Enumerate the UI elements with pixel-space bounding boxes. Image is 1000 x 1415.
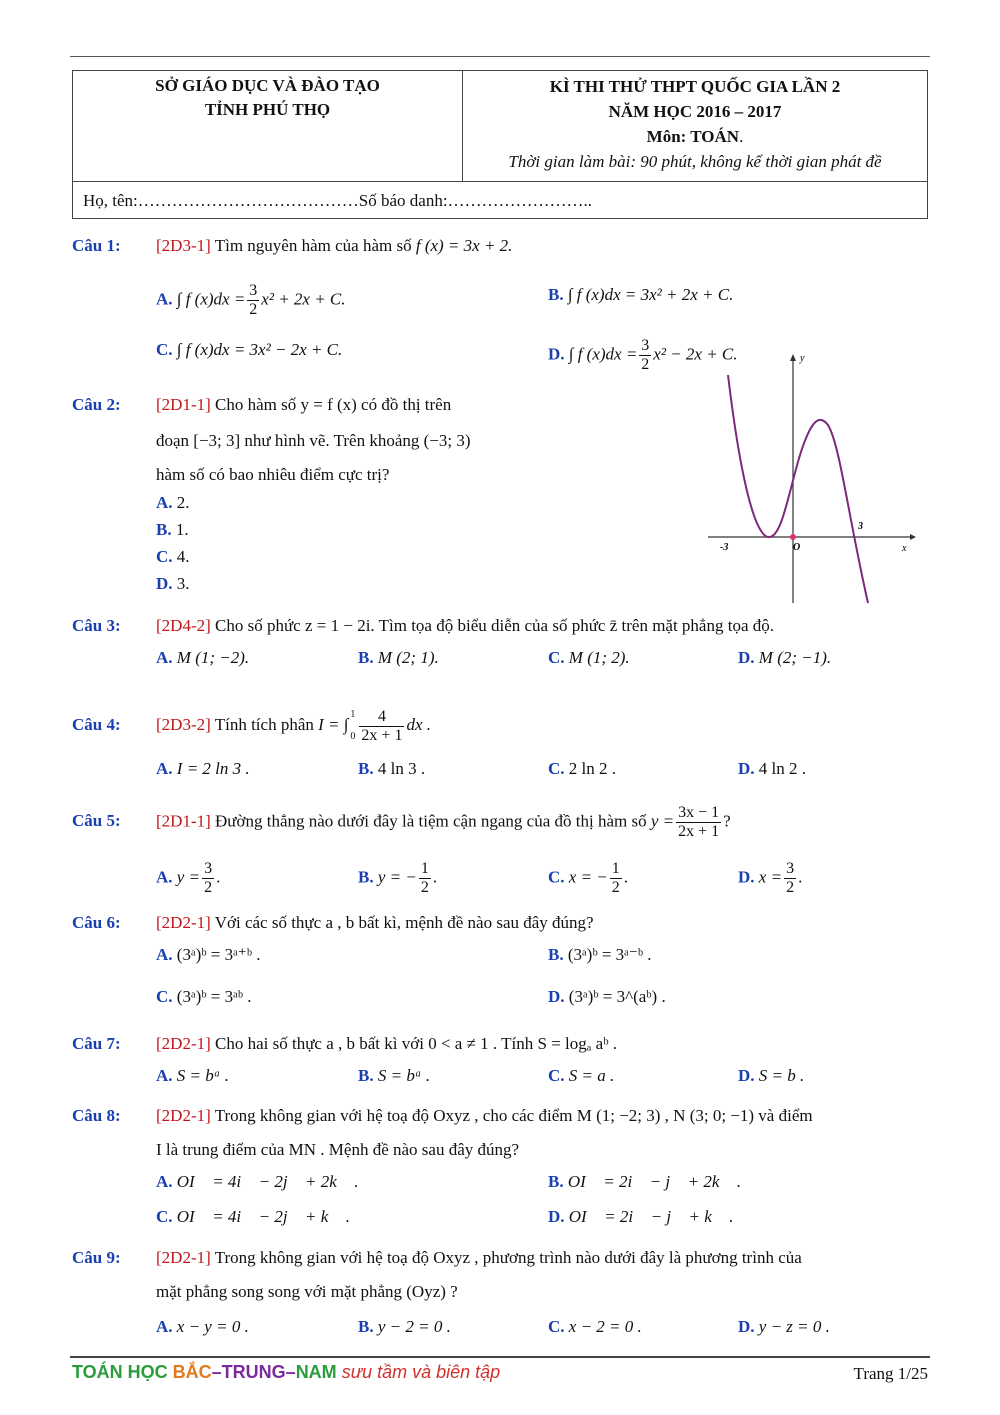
brand-part-2: BẮC	[172, 1362, 212, 1382]
option-letter: D.	[548, 987, 565, 1006]
question-number: Câu 3:	[72, 616, 121, 635]
question-tag: [2D2-1]	[156, 1106, 211, 1125]
option-c[interactable]	[548, 1314, 642, 1340]
fraction	[419, 860, 431, 897]
question-text: Tìm nguyên hàm của hàm số	[214, 236, 412, 255]
question-1	[72, 233, 512, 259]
option-c[interactable]	[548, 860, 628, 897]
question-5	[72, 804, 731, 841]
question-text: Cho hai số thực a , b bất kì với 0 < a ≠ 1 . Tính S = logₐ aᵇ .	[215, 1034, 617, 1053]
option-text: 2.	[176, 493, 190, 512]
option-a[interactable]	[156, 490, 190, 516]
option-letter: C.	[548, 1066, 565, 1085]
question-number: Câu 2:	[72, 395, 121, 414]
option-b[interactable]	[358, 756, 425, 782]
option-text: (3ᵃ)ᵇ = 3ᵃ⁻ᵇ .	[567, 945, 652, 964]
denominator: 2	[786, 879, 795, 896]
option-a[interactable]	[156, 282, 346, 319]
option-a[interactable]	[156, 1063, 229, 1089]
option-letter: D.	[156, 574, 173, 593]
option-letter: B.	[358, 1317, 374, 1336]
option-text: y =	[176, 867, 201, 887]
header-left	[73, 71, 463, 181]
option-text: x =	[758, 867, 783, 887]
option-text: M (2; −1).	[758, 648, 832, 667]
option-text: x − 2 = 0 .	[568, 1317, 642, 1336]
exam-title: KÌ THI THỬ THPT QUỐC GIA LẦN 2	[549, 77, 841, 96]
option-text: y = −	[377, 867, 417, 887]
upper-bound: 1	[350, 709, 356, 720]
option-letter: C.	[156, 547, 173, 566]
option-text: 4.	[176, 547, 190, 566]
question-tag: [2D1-1]	[156, 811, 211, 831]
function-graph	[700, 345, 920, 607]
subject-dot: .	[739, 127, 744, 146]
option-d[interactable]	[548, 1204, 734, 1230]
option-c[interactable]	[156, 544, 190, 570]
option-text: OI⃗ = 4i⃗ − 2j⃗ + 2k⃗ .	[176, 1172, 359, 1191]
option-letter: C.	[156, 987, 173, 1006]
question-text: Cho hàm số y = f (x) có đồ thị trên	[215, 395, 452, 414]
name-row: Họ, tên:…………………………………Số báo danh:……………………..	[73, 181, 927, 220]
option-letter: A.	[156, 289, 173, 309]
option-text: (3ᵃ)ᵇ = 3ᵃᵇ .	[176, 987, 252, 1006]
denominator: 2	[420, 879, 429, 896]
option-b[interactable]	[548, 282, 733, 308]
origin-label: O	[793, 542, 801, 553]
fraction	[676, 804, 721, 841]
option-text: I = 2 ln 3 .	[176, 759, 250, 778]
option-letter: B.	[358, 1066, 374, 1085]
brand-part-1: TOÁN HỌC	[72, 1362, 173, 1382]
question-3	[72, 613, 774, 639]
question-8	[72, 1103, 813, 1129]
option-b[interactable]	[548, 942, 652, 968]
option-text: 3.	[176, 574, 190, 593]
option-text: ∫ f (x)dx = 3x² + 2x + C.	[567, 285, 734, 304]
option-letter: B.	[548, 945, 564, 964]
option-letter: D.	[548, 1207, 565, 1226]
option-text: 4 ln 2 .	[758, 759, 807, 778]
x-label: x	[902, 543, 907, 554]
option-letter: A.	[156, 493, 173, 512]
fraction	[610, 860, 622, 897]
option-d[interactable]	[738, 1314, 830, 1340]
lower-bound: 0	[350, 731, 356, 742]
top-rule	[70, 56, 930, 57]
brand-part-3: –TRUNG–	[211, 1362, 296, 1382]
function-curve	[728, 375, 868, 603]
time-limit: Thời gian làm bài: 90 phút, không kể thời gian phát đề	[508, 152, 882, 171]
option-c[interactable]	[548, 756, 616, 782]
option-letter: B.	[548, 285, 564, 304]
brand-part-4: NAM	[295, 1362, 337, 1382]
option-a[interactable]	[156, 860, 220, 897]
option-letter: C.	[156, 1207, 173, 1226]
option-letter: B.	[358, 648, 374, 667]
denominator: 2	[641, 356, 650, 373]
subject: Môn: TOÁN	[646, 127, 740, 146]
y-axis-arrow	[790, 354, 796, 361]
option-letter: B.	[358, 759, 374, 778]
option-b[interactable]	[358, 1063, 430, 1089]
school-year: NĂM HỌC 2016 – 2017	[608, 102, 782, 121]
option-text: S = bᵃ .	[377, 1066, 431, 1085]
option-c[interactable]	[156, 1204, 350, 1230]
option-b[interactable]	[156, 517, 189, 543]
question-number: Câu 7:	[72, 1034, 121, 1053]
question-2	[72, 392, 451, 418]
option-b[interactable]	[358, 860, 437, 897]
question-text: Đường thẳng nào dưới đây là tiệm cận ngang của đồ thị hàm số	[215, 811, 647, 831]
option-letter: D.	[738, 648, 755, 667]
option-text: OI⃗ = 4i⃗ − 2j⃗ + k⃗ .	[176, 1207, 351, 1226]
option-letter: A.	[156, 1066, 173, 1085]
option-text: S = b .	[758, 1066, 805, 1085]
question-mark: ?	[723, 811, 731, 831]
option-letter: D.	[738, 759, 755, 778]
option-letter: C.	[548, 759, 565, 778]
option-text: 1.	[175, 520, 189, 539]
option-letter: C.	[548, 867, 565, 887]
option-a[interactable]	[156, 1314, 249, 1340]
question-7	[72, 1031, 617, 1057]
integral-bounds	[350, 704, 355, 748]
option-text: ∫ f (x)dx =	[568, 344, 638, 364]
question-text: Trong không gian với hệ toạ độ Oxyz , cho các điểm M (1; −2; 3) , N (3; 0; −1) và điểm	[214, 1106, 813, 1125]
header-right	[463, 71, 927, 181]
function-expr: y =	[650, 811, 675, 831]
fraction	[247, 282, 259, 319]
numerator: 3x − 1	[678, 804, 720, 821]
question-text: Với các số thực a , b bất kì, mệnh đề nào sau đây đúng?	[214, 913, 594, 932]
denominator: 2x + 1	[361, 726, 403, 744]
question-text: Tính tích phân	[214, 714, 314, 734]
option-letter: A.	[156, 648, 173, 667]
subject-line	[463, 124, 927, 149]
integral: I = ∫	[318, 714, 349, 734]
denominator: 2	[249, 301, 258, 318]
denominator: 2	[611, 879, 620, 896]
y-label: y	[800, 353, 805, 364]
fraction	[784, 860, 796, 897]
question-tag: [2D3-1]	[156, 236, 211, 255]
question-text: Cho số phức z = 1 − 2i. Tìm tọa độ biểu diễn của số phức z̄ trên mặt phẳng tọa độ.	[215, 616, 774, 635]
option-text: ∫ f (x)dx = 3x² − 2x + C.	[176, 340, 343, 359]
question-number: Câu 8:	[72, 1106, 121, 1125]
numerator: 1	[420, 860, 429, 877]
integral-dx: dx .	[406, 714, 431, 734]
option-text-2: x² − 2x + C.	[653, 344, 738, 364]
option-letter: C.	[548, 648, 565, 667]
option-letter: D.	[738, 867, 755, 887]
question-tag: [2D2-1]	[156, 1248, 211, 1267]
option-text-2: .	[623, 867, 629, 887]
question-text: Trong không gian với hệ toạ độ Oxyz , phương trình nào dưới đây là phương trình của	[214, 1248, 802, 1267]
footer-brand	[72, 1362, 500, 1383]
option-text-2: x² + 2x + C.	[261, 289, 346, 309]
option-letter: D.	[738, 1317, 755, 1336]
option-c[interactable]	[548, 645, 630, 671]
numerator: 3	[786, 860, 795, 877]
option-text: y − z = 0 .	[758, 1317, 830, 1336]
option-text: M (2; 1).	[377, 648, 439, 667]
question-8-line2: I là trung điểm của MN . Mệnh đề nào sau đây đúng?	[156, 1140, 520, 1159]
brand-part-5: sưu tầm và biên tập	[336, 1362, 501, 1382]
option-d[interactable]	[548, 984, 666, 1010]
question-4	[72, 704, 431, 748]
option-letter: A.	[156, 1317, 173, 1336]
fraction	[639, 337, 651, 374]
option-a[interactable]	[156, 756, 250, 782]
option-text-2: .	[798, 867, 803, 887]
option-text: M (1; 2).	[568, 648, 630, 667]
option-text: (3ᵃ)ᵇ = 3ᵃ⁺ᵇ .	[176, 945, 261, 964]
question-6	[72, 910, 594, 936]
option-d[interactable]	[156, 571, 190, 597]
option-b[interactable]	[548, 1169, 741, 1195]
numerator: 4	[359, 708, 404, 727]
option-text: (3ᵃ)ᵇ = 3^(aᵇ) .	[568, 987, 666, 1006]
option-a[interactable]	[156, 1169, 359, 1195]
question-2-line3: hàm số có bao nhiêu điểm cực trị?	[156, 465, 390, 484]
option-letter: B.	[156, 520, 172, 539]
question-number: Câu 1:	[72, 236, 121, 255]
fraction	[359, 708, 404, 745]
origin-point	[790, 534, 796, 540]
question-number: Câu 5:	[72, 811, 121, 831]
question-tag: [2D3-2]	[156, 714, 211, 734]
option-text: x − y = 0 .	[176, 1317, 249, 1336]
option-c[interactable]	[548, 1063, 614, 1089]
page-number: Trang 1/25	[853, 1364, 928, 1383]
option-c[interactable]	[156, 984, 252, 1010]
denominator: 2x + 1	[678, 823, 720, 840]
numerator: 3	[641, 337, 650, 354]
option-letter: C.	[548, 1317, 565, 1336]
option-text: ∫ f (x)dx =	[176, 289, 246, 309]
question-2-line2: đoạn [−3; 3] như hình vẽ. Trên khoảng (−3; 3)	[156, 431, 471, 450]
option-text: OI⃗ = 2i⃗ − j⃗ + k⃗ .	[568, 1207, 734, 1226]
option-c[interactable]	[156, 337, 342, 363]
footer-rule	[70, 1356, 930, 1358]
option-d[interactable]	[738, 860, 802, 897]
option-letter: C.	[156, 340, 173, 359]
tick-neg3: -3	[720, 542, 729, 553]
option-d[interactable]	[738, 756, 806, 782]
question-number: Câu 4:	[72, 714, 121, 734]
option-text-2: .	[216, 867, 221, 887]
option-a[interactable]	[156, 645, 249, 671]
option-letter: D.	[548, 344, 565, 364]
option-text: S = bᵃ .	[176, 1066, 230, 1085]
option-text: OI⃗ = 2i⃗ − j⃗ + 2k⃗ .	[567, 1172, 742, 1191]
option-letter: B.	[358, 867, 374, 887]
option-text: y − 2 = 0 .	[377, 1317, 451, 1336]
option-text: M (1; −2).	[176, 648, 250, 667]
option-text: S = a .	[568, 1066, 615, 1085]
tick-3: 3	[858, 521, 863, 532]
option-d[interactable]	[738, 1063, 804, 1089]
option-b[interactable]	[358, 1314, 451, 1340]
question-number: Câu 9:	[72, 1248, 121, 1267]
option-d[interactable]	[738, 645, 831, 671]
question-tag: [2D4-2]	[156, 616, 211, 635]
option-text: x = −	[568, 867, 608, 887]
option-b[interactable]	[358, 645, 439, 671]
question-9	[72, 1245, 802, 1271]
option-a[interactable]	[156, 942, 261, 968]
option-letter: B.	[548, 1172, 564, 1191]
question-expr: f (x) = 3x + 2.	[415, 236, 513, 255]
numerator: 3	[249, 282, 258, 299]
option-letter: A.	[156, 867, 173, 887]
question-tag: [2D2-1]	[156, 913, 211, 932]
x-axis-arrow	[910, 534, 916, 540]
province-name: TỈNH PHÚ THỌ	[204, 100, 331, 119]
option-letter: D.	[738, 1066, 755, 1085]
option-text: 2 ln 2 .	[568, 759, 617, 778]
option-text: 4 ln 3 .	[377, 759, 426, 778]
exam-header	[72, 70, 928, 219]
option-letter: A.	[156, 759, 173, 778]
numerator: 3	[204, 860, 213, 877]
question-9-line2: mặt phẳng song song với mặt phẳng (Oyz) ?	[156, 1282, 458, 1301]
fraction	[202, 860, 214, 897]
option-text-2: .	[432, 867, 438, 887]
option-letter: A.	[156, 945, 173, 964]
option-letter: A.	[156, 1172, 173, 1191]
question-tag: [2D1-1]	[156, 395, 211, 414]
question-tag: [2D2-1]	[156, 1034, 211, 1053]
numerator: 1	[611, 860, 620, 877]
denominator: 2	[204, 879, 213, 896]
question-number: Câu 6:	[72, 913, 121, 932]
department-name: SỞ GIÁO DỤC VÀ ĐÀO TẠO	[155, 76, 380, 95]
